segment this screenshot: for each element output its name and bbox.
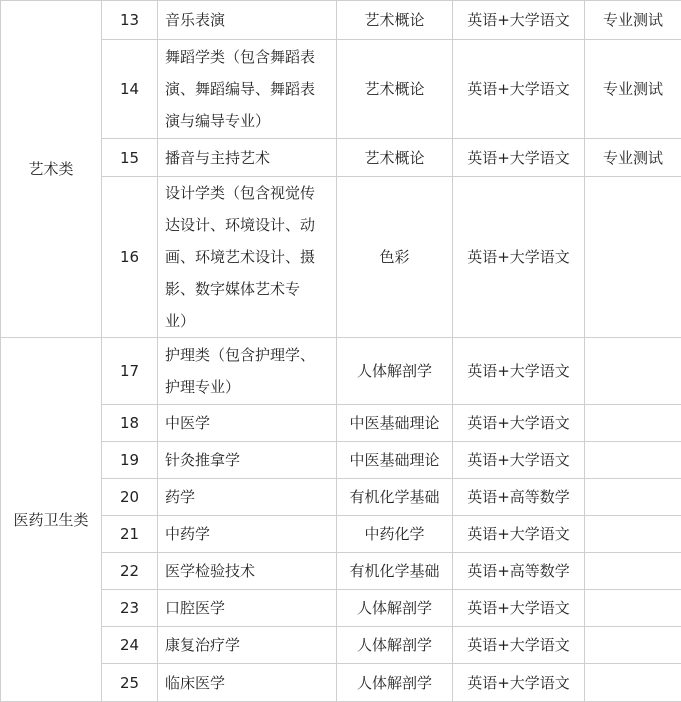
public-subject-cell: 英语+大学语文 xyxy=(453,590,585,627)
table-row xyxy=(1,516,681,553)
table-row xyxy=(1,1,681,40)
table-row xyxy=(1,590,681,627)
public-subject-cell: 英语+大学语文 xyxy=(453,40,585,139)
exam-subject-cell: 中医基础理论 xyxy=(337,442,453,479)
exam-subject-cell: 人体解剖学 xyxy=(337,590,453,627)
table-body xyxy=(1,1,681,702)
note-cell: 专业测试 xyxy=(585,1,681,40)
row-number-cell: 16 xyxy=(102,177,158,338)
exam-subject-cell: 艺术概论 xyxy=(337,1,453,40)
public-subject-cell: 英语+大学语文 xyxy=(453,664,585,702)
major-name-cell xyxy=(158,553,337,590)
public-subject-cell: 英语+大学语文 xyxy=(453,338,585,405)
major-name-line: 音乐表演 xyxy=(165,4,332,36)
exam-subject-cell: 中药化学 xyxy=(337,516,453,553)
row-number-cell: 23 xyxy=(102,590,158,627)
row-number-cell: 14 xyxy=(102,40,158,139)
row-number-cell: 24 xyxy=(102,627,158,664)
note-cell xyxy=(585,479,681,516)
table-row xyxy=(1,664,681,702)
major-name-line: 临床医学 xyxy=(165,667,332,699)
note-cell xyxy=(585,516,681,553)
major-name-cell xyxy=(158,590,337,627)
public-subject-cell: 英语+大学语文 xyxy=(453,516,585,553)
major-name-line: 中药学 xyxy=(165,518,332,550)
major-name-line: 演与编导专业） xyxy=(165,105,332,137)
public-subject-cell: 英语+大学语文 xyxy=(453,139,585,177)
public-subject-cell: 英语+大学语文 xyxy=(453,405,585,442)
row-number-cell: 22 xyxy=(102,553,158,590)
public-subject-cell: 英语+大学语文 xyxy=(453,177,585,338)
public-subject-cell: 英语+大学语文 xyxy=(453,627,585,664)
exam-subject-cell: 人体解剖学 xyxy=(337,664,453,702)
table-row xyxy=(1,627,681,664)
major-name-cell xyxy=(158,405,337,442)
major-name-line: 影、数字媒体艺术专 xyxy=(165,273,332,305)
note-cell xyxy=(585,442,681,479)
public-subject-cell: 英语+大学语文 xyxy=(453,442,585,479)
major-name-line: 设计学类（包含视觉传 xyxy=(165,177,332,209)
row-number-cell: 15 xyxy=(102,139,158,177)
table-row xyxy=(1,177,681,338)
major-name-line: 业） xyxy=(165,305,332,337)
major-name-cell xyxy=(158,177,337,338)
major-name-line: 护理类（包含护理学、 xyxy=(165,339,332,371)
exam-subject-cell: 艺术概论 xyxy=(337,40,453,139)
major-name-cell xyxy=(158,442,337,479)
exam-subject-cell: 人体解剖学 xyxy=(337,338,453,405)
table-row xyxy=(1,479,681,516)
major-name-line: 医学检验技术 xyxy=(165,555,332,587)
row-number-cell: 20 xyxy=(102,479,158,516)
major-name-line: 中医学 xyxy=(165,407,332,439)
major-name-line: 画、环境艺术设计、摄 xyxy=(165,241,332,273)
note-cell xyxy=(585,177,681,338)
category-cell: 医药卫生类 xyxy=(1,338,102,702)
note-cell: 专业测试 xyxy=(585,139,681,177)
note-cell: 专业测试 xyxy=(585,40,681,139)
exam-subject-cell: 有机化学基础 xyxy=(337,553,453,590)
major-name-cell xyxy=(158,139,337,177)
major-name-line: 药学 xyxy=(165,481,332,513)
major-name-line: 针灸推拿学 xyxy=(165,444,332,476)
row-number-cell: 13 xyxy=(102,1,158,40)
table-row xyxy=(1,405,681,442)
public-subject-cell: 英语+大学语文 xyxy=(453,1,585,40)
major-name-cell xyxy=(158,479,337,516)
note-cell xyxy=(585,627,681,664)
major-name-line: 演、舞蹈编导、舞蹈表 xyxy=(165,73,332,105)
note-cell xyxy=(585,405,681,442)
exam-subject-cell: 人体解剖学 xyxy=(337,627,453,664)
table-row xyxy=(1,442,681,479)
exam-subject-cell: 中医基础理论 xyxy=(337,405,453,442)
major-name-line: 达设计、环境设计、动 xyxy=(165,209,332,241)
public-subject-cell: 英语+高等数学 xyxy=(453,479,585,516)
major-name-cell xyxy=(158,1,337,40)
public-subject-cell: 英语+高等数学 xyxy=(453,553,585,590)
exam-subject-cell: 有机化学基础 xyxy=(337,479,453,516)
row-number-cell: 18 xyxy=(102,405,158,442)
major-name-cell xyxy=(158,338,337,405)
row-number-cell: 25 xyxy=(102,664,158,702)
table-row xyxy=(1,139,681,177)
major-name-line: 播音与主持艺术 xyxy=(165,142,332,174)
major-name-line: 口腔医学 xyxy=(165,592,332,624)
major-name-line: 舞蹈学类（包含舞蹈表 xyxy=(165,41,332,73)
note-cell xyxy=(585,338,681,405)
major-name-cell xyxy=(158,40,337,139)
exam-subject-cell: 艺术概论 xyxy=(337,139,453,177)
category-cell: 艺术类 xyxy=(1,1,102,338)
table-row xyxy=(1,40,681,139)
major-name-line: 护理专业） xyxy=(165,371,332,403)
row-number-cell: 17 xyxy=(102,338,158,405)
table-row xyxy=(1,338,681,405)
major-name-line: 康复治疗学 xyxy=(165,629,332,661)
row-number-cell: 19 xyxy=(102,442,158,479)
note-cell xyxy=(585,553,681,590)
major-name-cell xyxy=(158,627,337,664)
row-number-cell: 21 xyxy=(102,516,158,553)
major-name-cell xyxy=(158,516,337,553)
major-name-cell xyxy=(158,664,337,702)
table-row xyxy=(1,553,681,590)
note-cell xyxy=(585,590,681,627)
exam-subject-cell: 色彩 xyxy=(337,177,453,338)
note-cell xyxy=(585,664,681,702)
